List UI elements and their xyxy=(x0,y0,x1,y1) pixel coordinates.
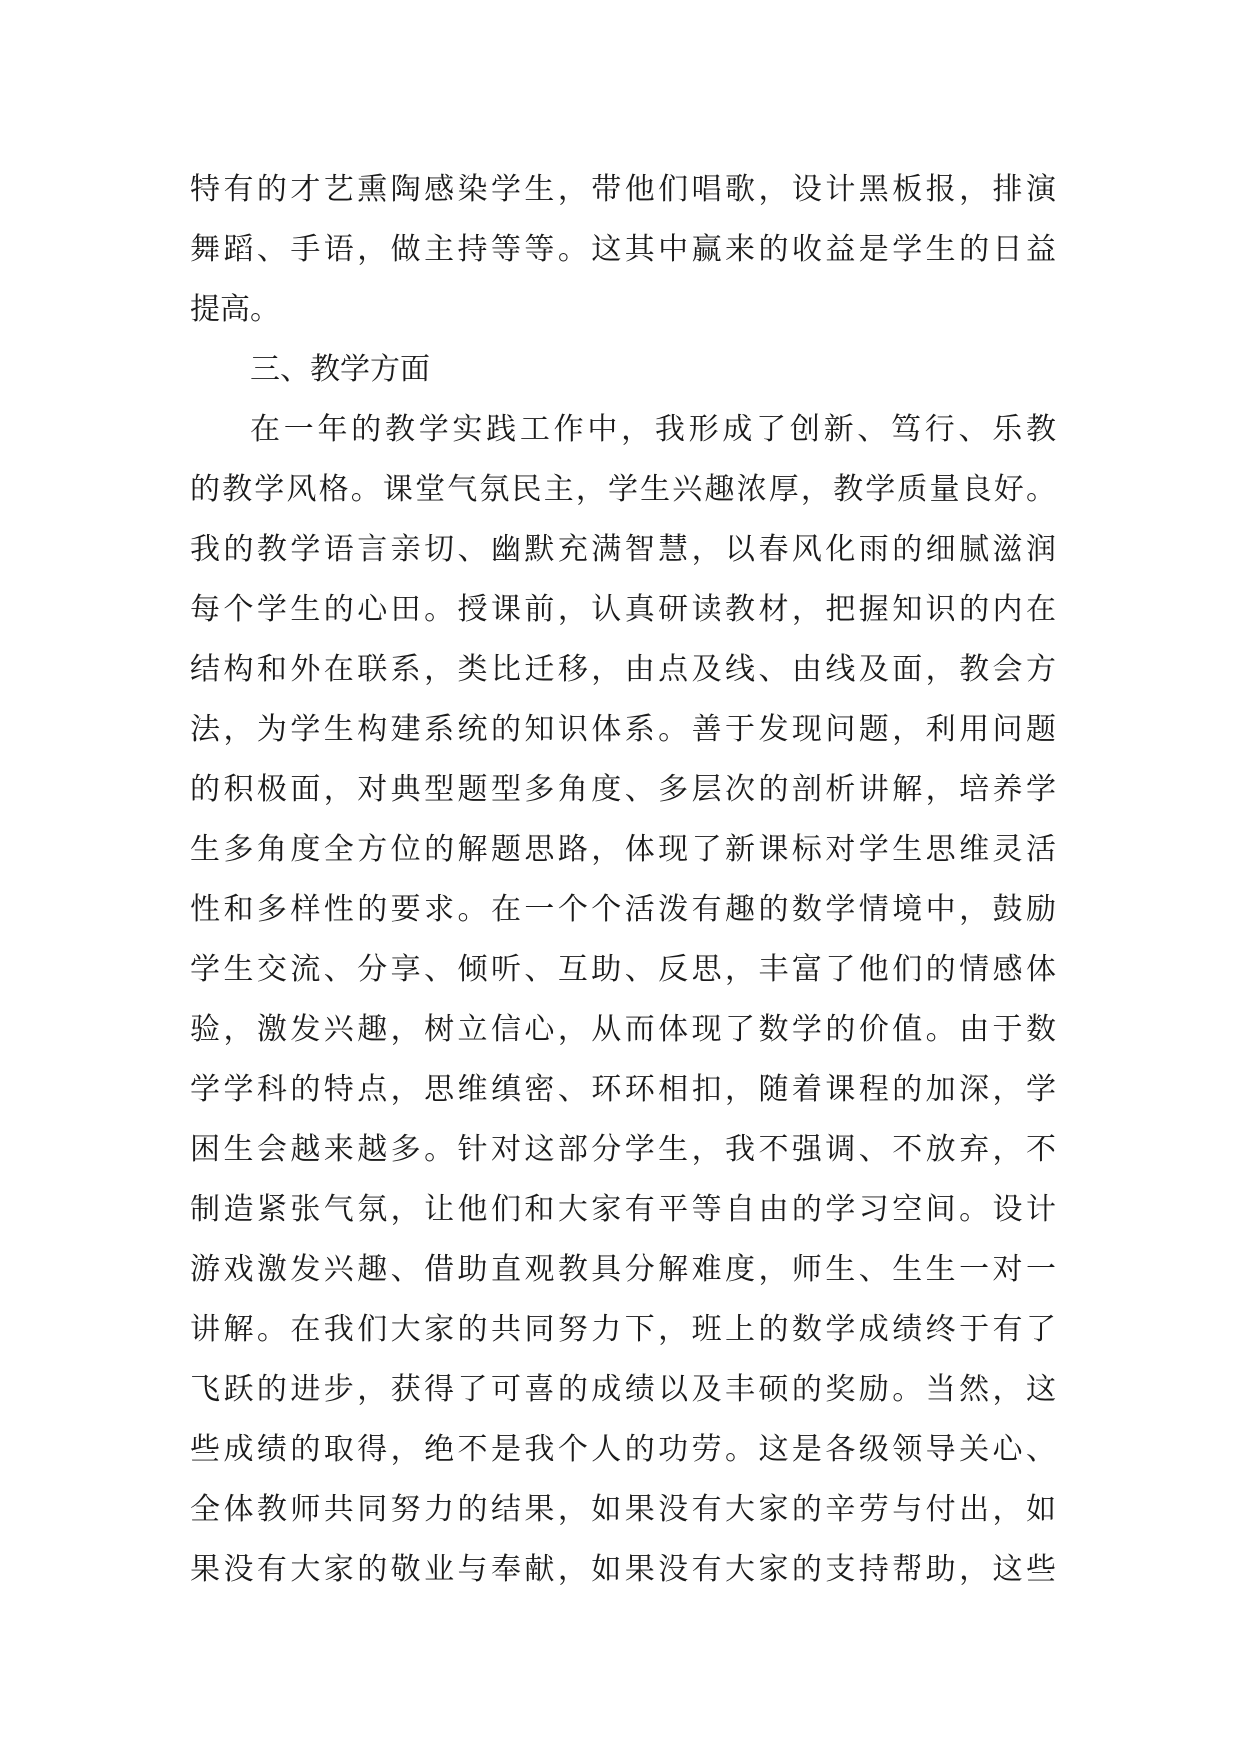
text-line: 飞跃的进步，获得了可喜的成绩以及丰硕的奖励。当然，这 xyxy=(190,1372,1056,1407)
text-line: 特有的才艺熏陶感染学生，带他们唱歌，设计黑板报，排演 xyxy=(190,172,1056,207)
text-line: 生多角度全方位的解题思路，体现了新课标对学生思维灵活 xyxy=(190,832,1056,867)
text-line: 学生交流、分享、倾听、互助、反思，丰富了他们的情感体 xyxy=(190,952,1056,987)
text-line: 验，激发兴趣，树立信心，从而体现了数学的价值。由于数 xyxy=(190,1012,1056,1047)
text-line: 的积极面，对典型题型多角度、多层次的剖析讲解，培养学 xyxy=(190,772,1056,807)
text-line: 的教学风格。课堂气氛民主，学生兴趣浓厚，教学质量良好。 xyxy=(190,472,1056,507)
body-text xyxy=(190,160,1056,1600)
text-line: 在一年的教学实践工作中，我形成了创新、笃行、乐教 xyxy=(250,412,1056,447)
text-line: 提高。 xyxy=(190,292,280,327)
text-line: 制造紧张气氛，让他们和大家有平等自由的学习空间。设计 xyxy=(190,1192,1056,1227)
text-line: 全体教师共同努力的结果，如果没有大家的辛劳与付出，如 xyxy=(190,1492,1056,1527)
text-line: 结构和外在联系，类比迁移，由点及线、由线及面，教会方 xyxy=(190,652,1056,687)
text-line: 我的教学语言亲切、幽默充满智慧，以春风化雨的细腻滋润 xyxy=(190,532,1056,567)
text-line: 法，为学生构建系统的知识体系。善于发现问题，利用问题 xyxy=(190,712,1056,747)
text-line: 学学科的特点，思维缜密、环环相扣，随着课程的加深，学 xyxy=(190,1072,1056,1107)
text-line: 些成绩的取得，绝不是我个人的功劳。这是各级领导关心、 xyxy=(190,1432,1056,1467)
text-line: 性和多样性的要求。在一个个活泼有趣的数学情境中，鼓励 xyxy=(190,892,1056,927)
text-line: 讲解。在我们大家的共同努力下，班上的数学成绩终于有了 xyxy=(190,1312,1056,1347)
text-line: 舞蹈、手语，做主持等等。这其中赢来的收益是学生的日益 xyxy=(190,232,1056,267)
text-line: 游戏激发兴趣、借助直观教具分解难度，师生、生生一对一 xyxy=(190,1252,1056,1287)
section-heading: 三、教学方面 xyxy=(250,352,430,387)
text-line: 困生会越来越多。针对这部分学生，我不强调、不放弃，不 xyxy=(190,1132,1056,1167)
text-line: 每个学生的心田。授课前，认真研读教材，把握知识的内在 xyxy=(190,592,1056,627)
text-line: 果没有大家的敬业与奉献，如果没有大家的支持帮助，这些 xyxy=(190,1552,1056,1587)
